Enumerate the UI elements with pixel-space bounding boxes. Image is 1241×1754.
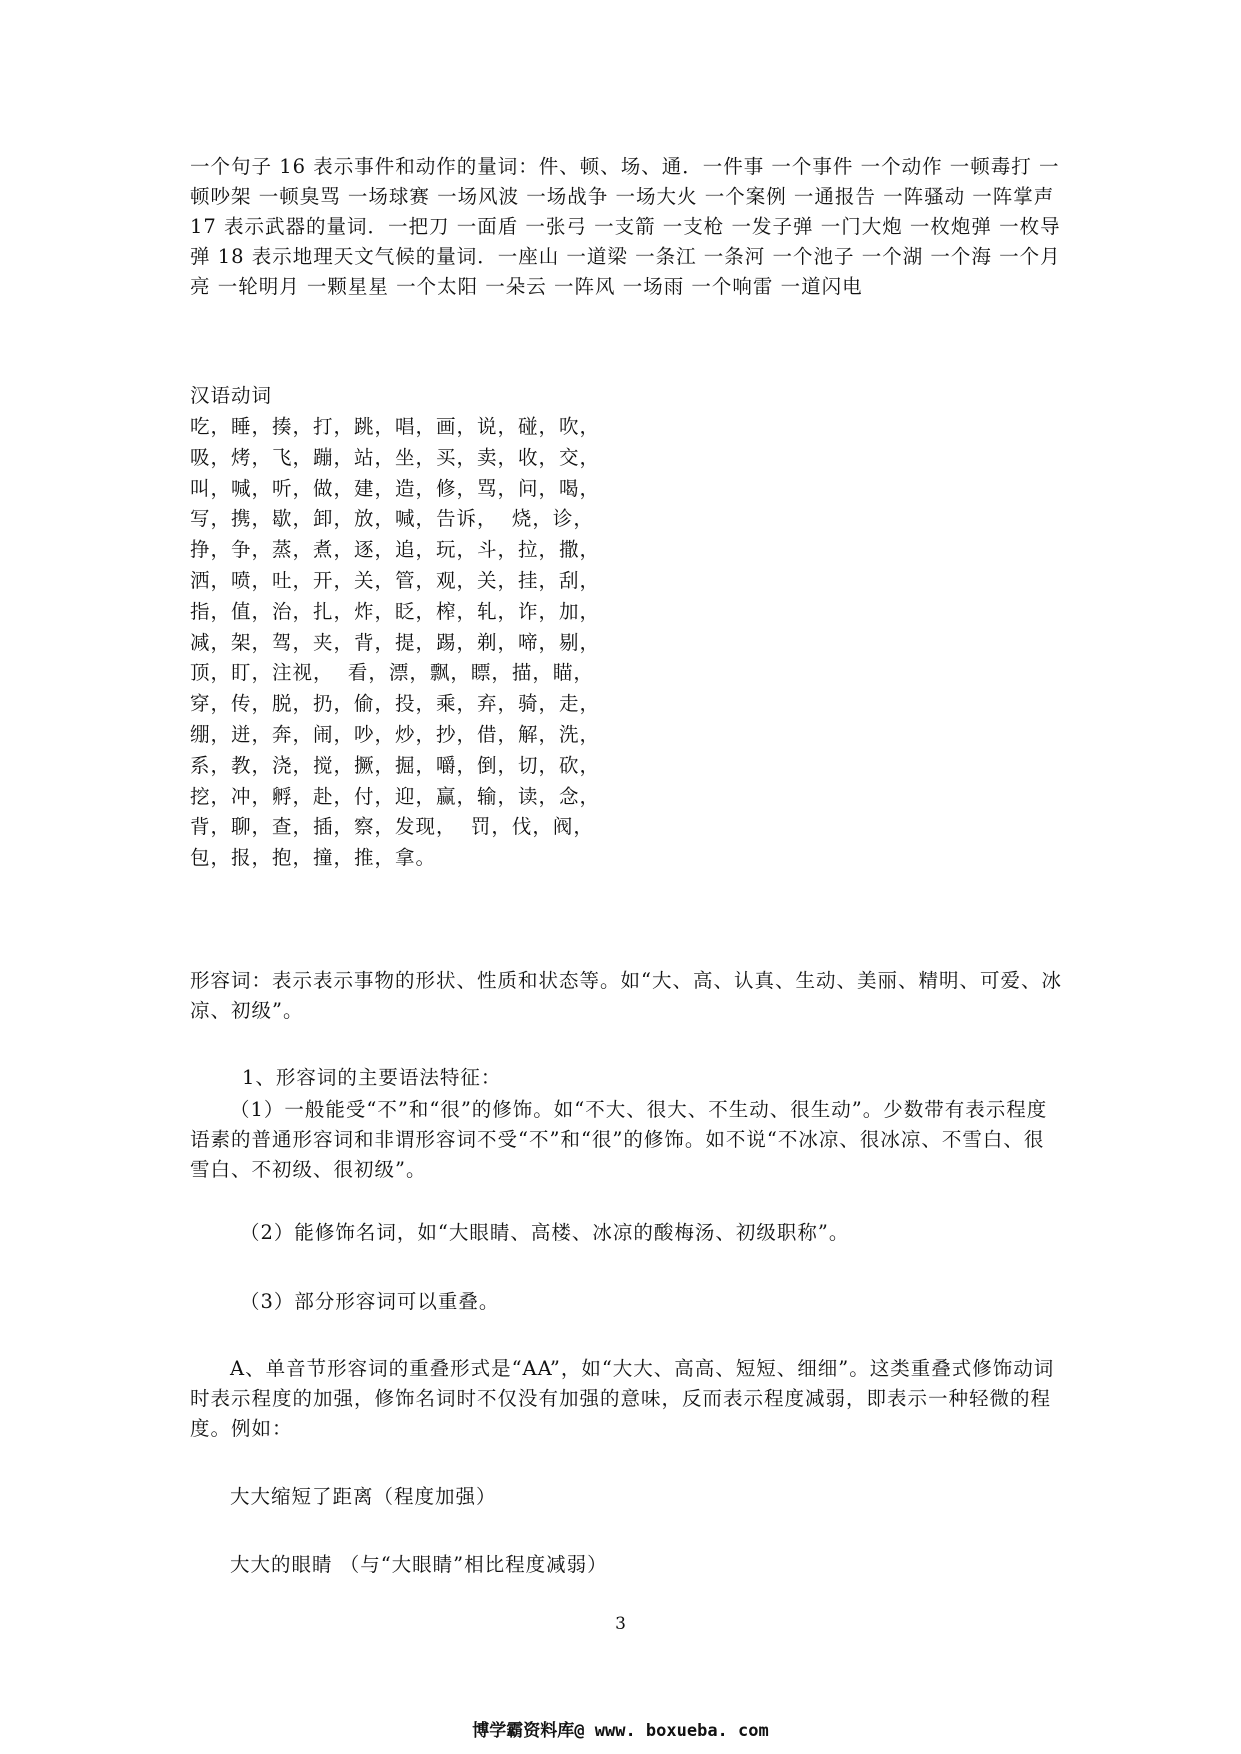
verb-row: 洒，喷，吐，开，关，管，观，关，挂，刮， xyxy=(190,568,601,592)
verb-row: 绷，迸，奔，闹，吵，炒，抄，借，解，洗， xyxy=(190,722,601,746)
verbs-list xyxy=(190,412,710,874)
verb-row: 指，值，治，扎，炸，眨，榨，轧，诈，加， xyxy=(190,599,601,623)
verb-row: 吸，烤，飞，蹦，站，坐，买，卖，收，交， xyxy=(190,445,601,469)
verb-row: 背，聊，查，插，察，发现， 罚，伐，阀， xyxy=(190,815,594,839)
verb-row: 顶，盯，注视， 看，漂，飘，瞟，描，瞄， xyxy=(190,661,594,685)
adjective-feature-2: （2）能修饰名词，如“大眼睛、高楼、冰凉的酸梅汤、初级职称”。 xyxy=(240,1221,850,1244)
verb-row: 减，架，驾，夹，背，提，踢，剃，啼，剔， xyxy=(190,630,601,654)
adjective-feature-1: （1）一般能受“不”和“很”的修饰。如“不大、很大、不生动、很生动”。少数带有表示程度语素的普通形容词和非谓形容词不受“不”和“很”的修饰。如不说“不冰凉、很冰凉、不雪白、很雪白、不初级、很初级”。 xyxy=(190,1098,1048,1181)
example-1: 大大缩短了距离（程度加强） xyxy=(230,1485,497,1508)
verbs-heading: 汉语动词 xyxy=(190,384,273,407)
page-number: 3 xyxy=(615,1614,626,1634)
verb-row: 系，教，浇，搅，撅，掘，嚼，倒，切，砍， xyxy=(190,753,601,777)
verb-row: 挣，争，蒸，煮，逐，追，玩，斗，拉，撒， xyxy=(190,538,601,562)
verb-row: 挖，冲，孵，赴，付，迎，赢，输，读，念， xyxy=(190,784,601,808)
adjective-feature-3: （3）部分形容词可以重叠。 xyxy=(240,1290,500,1313)
verb-row: 包，报，抱，撞，推，拿。 xyxy=(190,846,437,870)
footer-watermark: 博学霸资料库@ www. boxueba. com xyxy=(472,1721,769,1741)
verb-row: 叫，喊，听，做，建，造，修，骂，问，喝， xyxy=(190,476,601,500)
adjective-definition: 形容词：表示表示事物的形状、性质和状态等。如“大、高、认真、生动、美丽、精明、可爱、冰凉、初级”。 xyxy=(190,969,1062,1022)
verb-row: 写，携，歇，卸，放，喊，告诉， 烧，诊， xyxy=(190,507,594,531)
adjective-features-heading: 1、形容词的主要语法特征： xyxy=(242,1066,502,1089)
verb-row: 吃，睡，揍，打，跳，唱，画，说，碰，吹， xyxy=(190,415,601,438)
paragraph-measure-words: 一个句子 16 表示事件和动作的量词：件、顿、场、通．一件事 一个事件 一个动作 一顿毒打 一顿吵架 一顿臭骂 一场球赛 一场风波 一场战争 一场大火 一个案例 一通报告 一阵骚动 一阵掌声 17 表示武器的量词．一把刀 一面盾 一张弓 一支箭 一支枪 一发子弹 一门大炮 一枚炮弹 一枚导弹 18 表示地理天文气候的量词．一座山 一道梁 一条江 一条河 一个池子 一个湖 一个海 一个月亮 一轮明月 一颗星星 一个太阳 一朵云 一阵风 一场雨 一个响雷 一道闪电 xyxy=(190,155,1061,298)
example-2: 大大的眼睛 （与“大眼睛”相比程度减弱） xyxy=(230,1553,608,1576)
verb-row: 穿，传，脱，扔，偷，投，乘，弃，骑，走， xyxy=(190,692,601,716)
reduplication-a: A、单音节形容词的重叠形式是“AA”，如“大大、高高、短短、细细”。这类重叠式修饰动词时表示程度的加强，修饰名词时不仅没有加强的意味，反而表示程度减弱，即表示一种轻微的程度。例如： xyxy=(190,1357,1055,1440)
